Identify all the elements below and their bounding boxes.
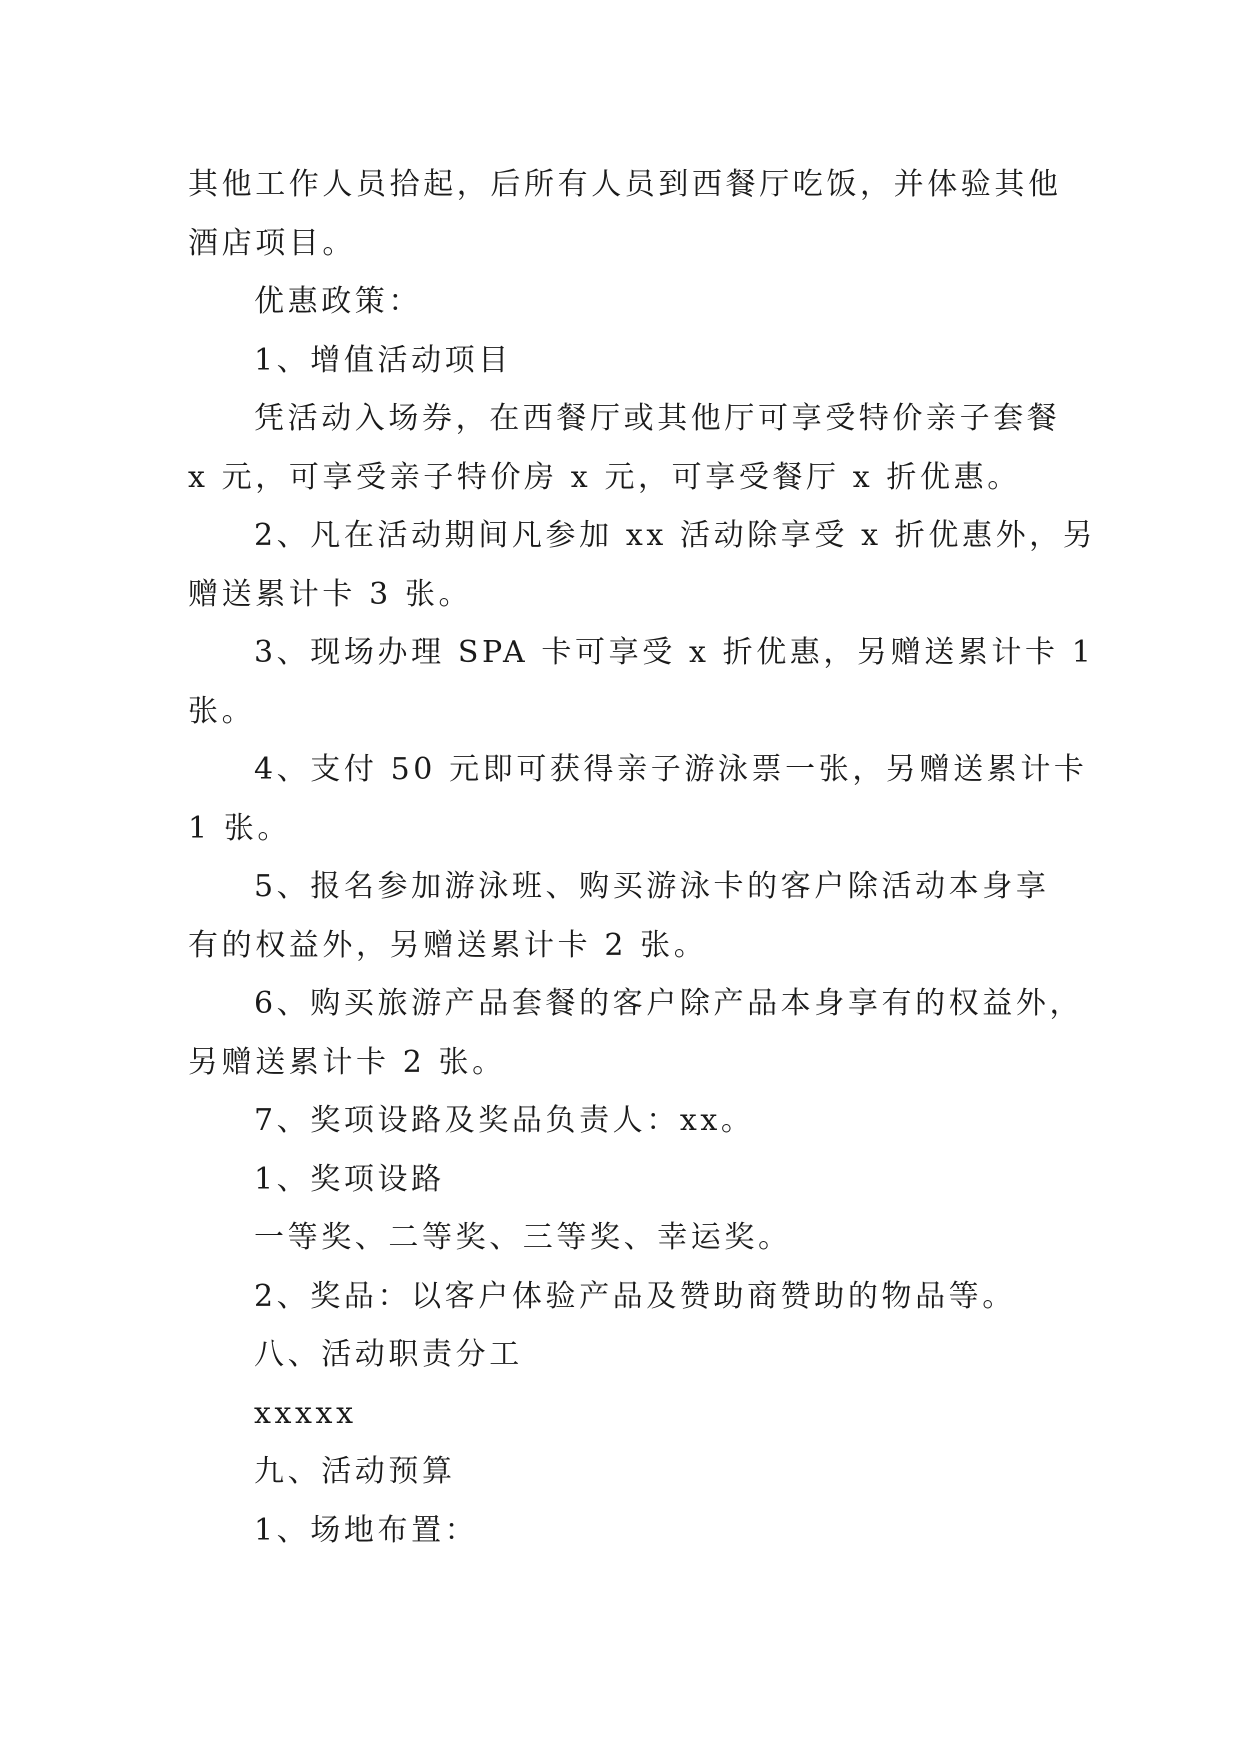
section-heading: 九、活动预算 — [254, 1454, 456, 1489]
section-heading: 优惠政策： — [254, 284, 422, 319]
list-item: 5、报名参加游泳班、购买游泳卡的客户除活动本身享 — [254, 869, 1050, 904]
list-item-heading: 1、场地布置： — [254, 1512, 479, 1548]
text-line: 另赠送累计卡 2 张。 — [188, 1044, 506, 1080]
text-line: 赠送累计卡 3 张。 — [188, 576, 473, 612]
list-item-heading: 1、增值活动项目 — [254, 342, 512, 378]
list-item-heading: 1、奖项设路 — [254, 1161, 445, 1197]
text-line: 其他工作人员拾起，后所有人员到西餐厅吃饭，并体验其他 — [188, 167, 1062, 202]
text-line: 张。 — [188, 693, 256, 729]
section-heading: 八、活动职责分工 — [254, 1337, 523, 1372]
text-line: 酒店项目。 — [188, 225, 356, 261]
list-item: 6、购买旅游产品套餐的客户除产品本身享有的权益外， — [254, 986, 1084, 1021]
text-line: 凭活动入场券，在西餐厅或其他厅可享受特价亲子套餐 — [254, 401, 1061, 436]
list-item: 2、奖品：以客户体验产品及赞助商赞助的物品等。 — [254, 1278, 1016, 1314]
list-item: 7、奖项设路及奖品负责人：xx。 — [254, 1103, 755, 1138]
list-item: 4、支付 50 元即可获得亲子游泳票一张，另赠送累计卡 — [254, 752, 1088, 787]
text-line: 有的权益外，另赠送累计卡 2 张。 — [188, 927, 708, 963]
list-item: 2、凡在活动期间凡参加 xx 活动除享受 x 折优惠外，另 — [254, 518, 1097, 553]
document-body — [188, 156, 1097, 1560]
text-line: 一等奖、二等奖、三等奖、幸运奖。 — [254, 1220, 792, 1255]
text-line: x 元，可享受亲子特价房 x 元，可享受餐厅 x 折优惠。 — [188, 459, 1021, 495]
text-line: xxxxx — [254, 1395, 357, 1431]
list-item: 3、现场办理 SPA 卡可享受 x 折优惠，另赠送累计卡 1 — [254, 635, 1095, 670]
text-line: 1 张。 — [188, 810, 292, 846]
